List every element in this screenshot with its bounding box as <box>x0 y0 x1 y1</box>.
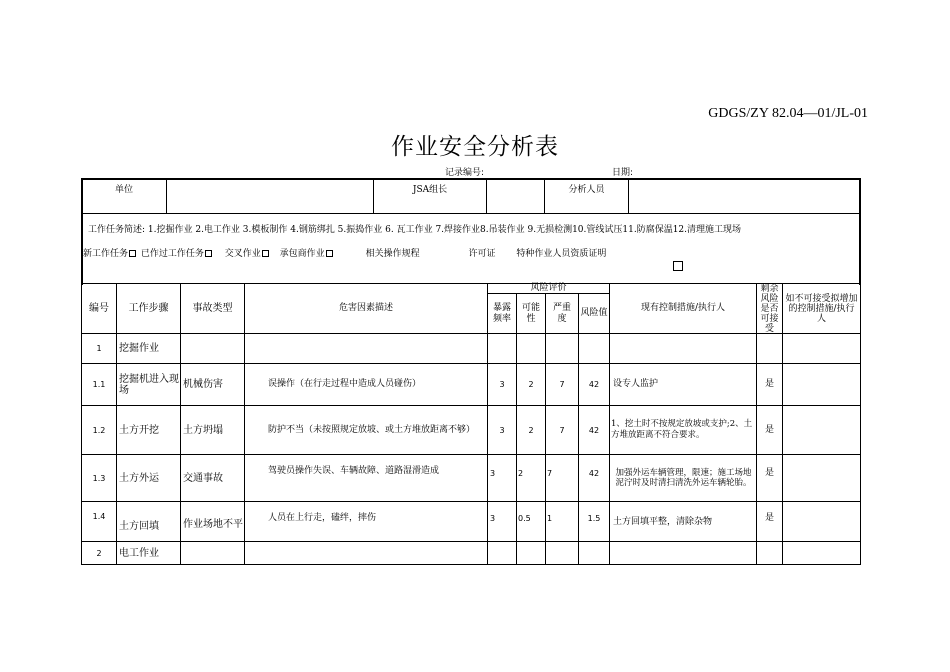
col-risk-eval-header: 风险评价 <box>530 282 567 293</box>
row-no: 2 <box>96 548 102 558</box>
row-accident: 机械伤害 <box>183 379 223 390</box>
jsa-leader-label: JSA组长 <box>412 184 448 195</box>
row-acceptable: 是 <box>764 379 774 389</box>
row-controls: 加强外运车辆管理，限速；施工场地泥泞时及时清扫清洗外运车辆轮胎。 <box>615 468 752 488</box>
row-step: 挖掘作业 <box>119 343 159 354</box>
col-hazard-header: 危害因素描述 <box>338 303 393 313</box>
row-hazard: 驾驶员操作失误、车辆故障、道路湿滑造成 <box>268 466 440 476</box>
page-title: 作业安全分析表 <box>391 134 559 160</box>
row-step: 挖掘机进入现场 <box>119 373 179 396</box>
row-risk-value: 42 <box>588 469 600 478</box>
special-cert-label: 特种作业人员资质证明 <box>516 249 607 259</box>
jsa-leader-field[interactable] <box>487 180 544 213</box>
col-step-header: 工作步骤 <box>128 303 169 314</box>
contractor-checkbox[interactable] <box>326 250 333 257</box>
row-controls: 设专人监护 <box>613 379 659 389</box>
row-exposure: 3 <box>490 469 496 478</box>
row-controls: 土方回填平整，清除杂物 <box>613 517 713 527</box>
new-task-checkbox[interactable] <box>129 250 136 257</box>
unit-field[interactable] <box>167 180 373 213</box>
row-risk-value: 42 <box>588 425 600 435</box>
date-label: 日期: <box>612 168 634 178</box>
row-accident: 交通事故 <box>183 472 223 484</box>
row-accident: 作业场地不平 <box>183 518 243 530</box>
done-task-checkbox[interactable] <box>205 250 212 257</box>
row-exposure: 3 <box>499 425 505 435</box>
col-controls-header: 现有控制措施/执行人 <box>640 303 726 313</box>
cross-work-checkbox[interactable] <box>262 250 269 257</box>
row-possibility: 2 <box>518 469 524 478</box>
col-residual-header: 剩余风险是否可接受 <box>760 283 779 334</box>
col-risk-value-header: 风险值 <box>580 308 608 318</box>
row-risk-value: 1.5 <box>587 513 601 523</box>
analyst-field[interactable] <box>629 180 859 213</box>
row-possibility: 2 <box>528 425 534 435</box>
row-no: 1.3 <box>92 473 106 483</box>
row-severity: 7 <box>547 469 553 478</box>
row-controls: 1、挖土时不按规定放坡或支护;2、土方堆放距离不符合要求。 <box>611 419 753 440</box>
row-severity: 7 <box>559 380 565 389</box>
row-severity: 7 <box>559 425 565 435</box>
new-task-label: 新工作任务 <box>83 249 129 259</box>
row-hazard: 误操作（在行走过程中造成人员碰伤） <box>268 379 422 389</box>
row-step: 土方开挖 <box>119 424 159 436</box>
contractor-label: 承包商作业 <box>279 249 325 259</box>
row-acceptable: 是 <box>764 424 774 435</box>
row-possibility: 2 <box>528 380 534 389</box>
row-hazard: 人员在上行走，磕绊，摔伤 <box>268 513 377 523</box>
row-acceptable: 是 <box>764 468 774 478</box>
row-exposure: 3 <box>499 380 505 389</box>
row-hazard: 防护不当（未按照规定放坡、或土方堆放距离不够） <box>268 424 476 435</box>
row-possibility: 0.5 <box>518 514 531 523</box>
document-code: GDGS/ZY 82.04—01/JL-01 <box>708 106 868 121</box>
row-no: 1.1 <box>92 380 106 389</box>
col-accident-header: 事故类型 <box>192 303 233 314</box>
row-exposure: 3 <box>490 514 496 523</box>
col-exposure-header: 暴露频率 <box>492 302 511 324</box>
procedures-label: 相关操作规程 <box>365 249 420 259</box>
cross-work-label: 交叉作业 <box>224 249 261 259</box>
row-accident: 土方坍塌 <box>183 424 223 436</box>
task-summary: 工作任务简述: 1.挖掘作业 2.电工作业 3.模板制作 4.钢筋绑扎 5.振捣作业 6. 瓦工作业 7.焊接作业8.吊装作业 9.无损检测10.管线试压11.防腐保温12.清理施工现场 <box>88 225 742 235</box>
row-step: 土方外运 <box>119 472 159 484</box>
row-step: 电工作业 <box>119 547 159 559</box>
permit-label: 许可证 <box>468 249 496 259</box>
col-possibility-header: 可能性 <box>521 302 540 324</box>
row-risk-value: 42 <box>588 380 600 389</box>
record-number-label: 记录编号: <box>445 168 485 178</box>
done-task-label: 已作过工作任务 <box>140 249 204 259</box>
row-no: 1.4 <box>92 511 106 521</box>
col-severity-header: 严重度 <box>552 302 571 324</box>
task-checks-row <box>83 249 853 261</box>
unit-label: 单位 <box>114 184 133 195</box>
row-no: 1.2 <box>92 425 106 435</box>
col-no-header: 编号 <box>89 303 109 314</box>
row-acceptable: 是 <box>764 512 774 523</box>
analyst-label: 分析人员 <box>568 184 605 195</box>
col-extra-header: 如不可接受拟增加的控制措施/执行人 <box>785 293 858 324</box>
special-cert-checkbox[interactable] <box>673 261 683 271</box>
row-step: 土方回填 <box>119 521 159 532</box>
row-no: 1 <box>96 344 102 353</box>
row-severity: 1 <box>547 514 553 523</box>
